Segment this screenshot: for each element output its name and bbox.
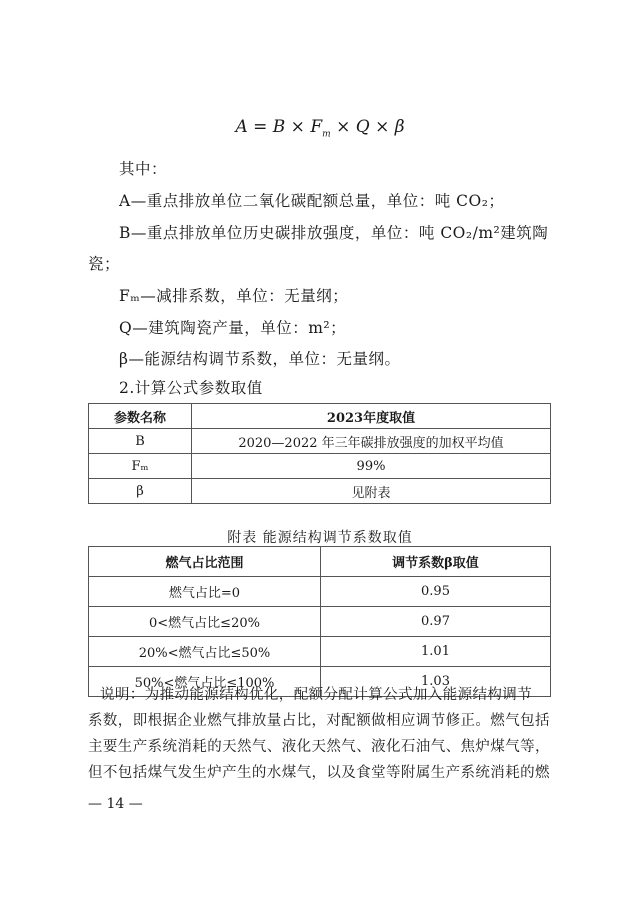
note-paragraph xyxy=(88,682,553,786)
header-cell: 参数名称 xyxy=(89,404,192,429)
table-cell: β xyxy=(89,479,192,504)
table-header-row xyxy=(89,404,551,429)
formula-tail: × Q × β xyxy=(330,117,405,137)
adjustment-coefficient-table xyxy=(88,546,551,697)
table-cell: 99% xyxy=(192,454,551,479)
table-row xyxy=(89,637,551,667)
def-beta: β—能源结构调节系数，单位：无量纲。 xyxy=(119,350,401,368)
table-cell: 0.97 xyxy=(321,607,551,637)
table-cell: 见附表 xyxy=(192,479,551,504)
table-row xyxy=(89,454,551,479)
table-row xyxy=(89,607,551,637)
def-q: Q—建筑陶瓷产量，单位：m²； xyxy=(119,319,347,337)
def-b: B—重点排放单位历史碳排放强度，单位：吨 CO₂/m²建筑陶 xyxy=(119,224,549,242)
table-cell: 0.95 xyxy=(321,577,551,607)
table-cell: Fₘ xyxy=(89,454,192,479)
allocation-formula xyxy=(0,117,640,139)
note-line: 主要生产系统消耗的天然气、液化天然气、液化石油气、焦炉煤气等， xyxy=(88,739,550,755)
note-line: 说明：为推动能源结构优化，配额分配计算公式加入能源结构调节 xyxy=(100,687,533,703)
table-cell: 1.01 xyxy=(321,637,551,667)
def-fm: Fₘ—减排系数，单位：无量纲； xyxy=(119,287,349,305)
table-cell: B xyxy=(89,429,192,454)
header-cell: 2023年度取值 xyxy=(192,404,551,429)
table-row xyxy=(89,479,551,504)
table-row xyxy=(89,429,551,454)
header-cell: 燃气占比范围 xyxy=(89,547,321,577)
def-b-cont: 瓷； xyxy=(88,255,121,273)
table-header-row xyxy=(89,547,551,577)
formula-subscript: m xyxy=(322,129,331,140)
page-number: — 14 — xyxy=(88,796,143,812)
table-cell: 1.03 xyxy=(321,667,551,697)
where-label: 其中： xyxy=(119,160,168,178)
note-line: 系数，即根据企业燃气排放量占比，对配额做相应调节修正。燃气包括 xyxy=(88,713,550,729)
table-row xyxy=(89,577,551,607)
table-cell: 2020—2022 年三年碳排放强度的加权平均值 xyxy=(192,429,551,454)
table-cell: 燃气占比=0 xyxy=(89,577,321,607)
table-cell: 20%<燃气占比≤50% xyxy=(89,637,321,667)
note-line: 但不包括煤气发生炉产生的水煤气，以及食堂等附属生产系统消耗的燃 xyxy=(88,765,550,781)
parameter-table xyxy=(88,403,551,504)
appendix-table-caption: 附表 能源结构调节系数取值 xyxy=(227,530,413,546)
header-cell: 调节系数β取值 xyxy=(321,547,551,577)
def-a: A—重点排放单位二氧化碳配额总量，单位：吨 CO₂； xyxy=(119,192,505,210)
section-heading: 2.计算公式参数取值 xyxy=(119,379,263,397)
formula-main: A = B × F xyxy=(235,117,323,137)
table-cell: 0<燃气占比≤20% xyxy=(89,607,321,637)
table-cell: 50%<燃气占比≤100% xyxy=(89,667,321,697)
